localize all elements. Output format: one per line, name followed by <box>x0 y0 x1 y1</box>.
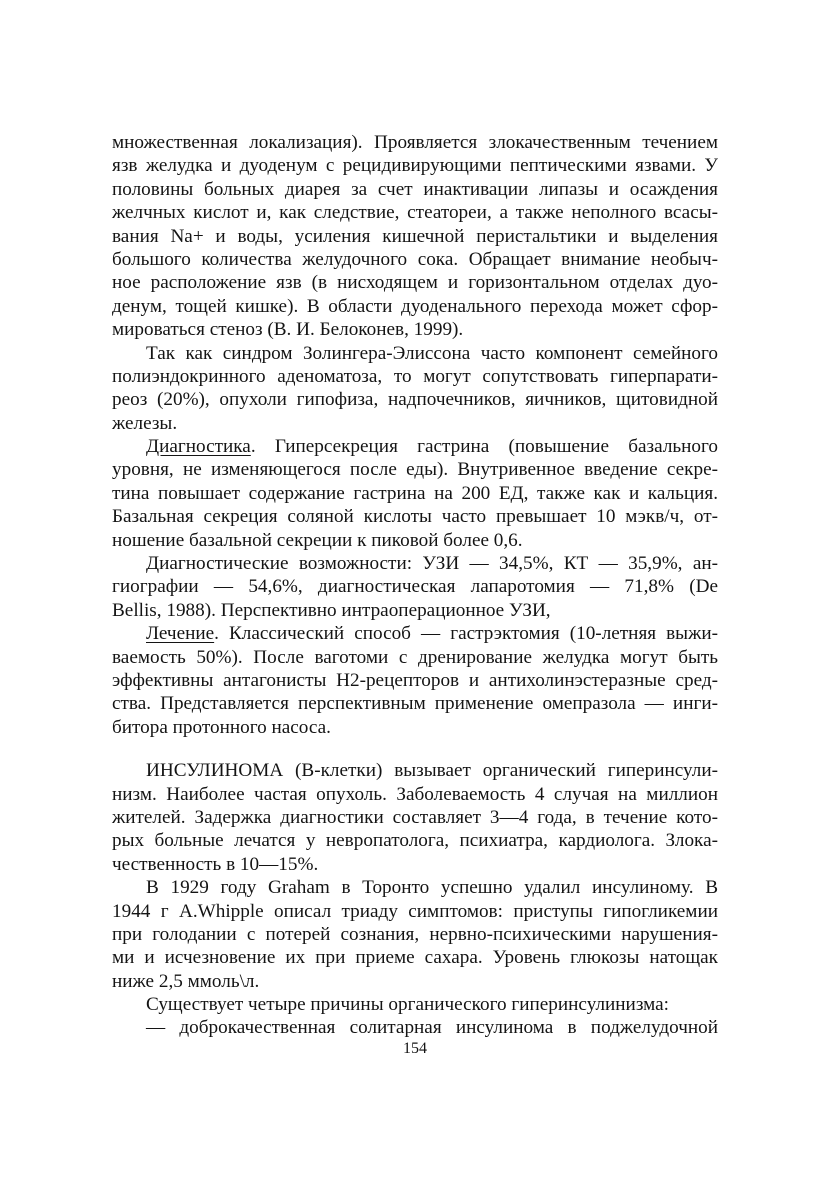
text-line: ное расположение язв (в нисходящем и горизонтальном отделах дуо- <box>112 272 718 294</box>
text-line: 1944 г A.Whipple описал триаду симптомов: приступы гипогликемии <box>112 900 718 922</box>
text-line: ства. Представляется перспективным применение омепразола — инги- <box>112 693 718 715</box>
text-line: денум, тощей кишке). В области дуоденального перехода может сфор- <box>112 295 718 317</box>
text-line: жителей. Задержка диагностики составляет 3—4 года, в течение кото- <box>112 806 718 828</box>
text-line: Диагностические возможности: УЗИ — 34,5%, КТ — 35,9%, ан- <box>146 553 718 575</box>
paragraph-men-syndrome <box>112 342 718 436</box>
text-line: Существует четыре причины органического гиперинсулинизма: <box>146 994 669 1016</box>
text-line: ИНСУЛИНОМА (В-клетки) вызывает органический гиперинсули- <box>146 760 718 782</box>
treatment-heading: Лечение <box>146 623 215 645</box>
text-line: ношение базальной секреции к пиковой более 0,6. <box>112 529 523 551</box>
text-line: ниже 2,5 ммоль\л. <box>112 970 260 992</box>
text-line: большого количества желудочного сока. Обращает внимание необыч- <box>112 248 718 270</box>
text-line: гиографии — 54,6%, диагностическая лапаротомия — 71,8% (De <box>112 576 718 598</box>
text-fragment: . Классический способ — гастрэктомия (10-летняя выжи- <box>214 623 718 645</box>
text-line: ваемость 50%). После ваготоми с дренирование желудка могут быть <box>112 646 718 668</box>
text-fragment: . Гиперсекреция гастрина (повышение базального <box>250 436 718 458</box>
paragraph-zollinger-course <box>112 131 718 342</box>
text-line <box>112 435 718 458</box>
text-line: — доброкачественная солитарная инсулинома в поджелудочной <box>146 1017 718 1039</box>
text-line: низм. Наиболее частая опухоль. Заболеваемость 4 случая на миллион <box>112 783 718 805</box>
text-line: Так как синдром Золингера-Элиссона часто компонент семейного <box>146 342 718 364</box>
text-line <box>112 622 718 645</box>
text-line: Bellis, 1988). Перспективно интраоперационное УЗИ, <box>112 599 551 621</box>
page-text <box>112 131 718 1040</box>
text-line: полиэндокринного аденоматоза, то могут сопутствовать гиперпарати- <box>112 365 718 387</box>
paragraph-causes <box>112 993 718 1016</box>
text-line: множественная локализация). Проявляется злокачественным течением <box>112 132 718 153</box>
text-line: при голодании с потерей сознания, нервно-психическими нарушения- <box>112 923 718 945</box>
page-number: 154 <box>403 1040 427 1057</box>
text-line: ми и исчезновение их при приеме сахара. Уровень глюкозы натощак <box>112 947 718 969</box>
paragraph-treatment <box>112 622 718 739</box>
text-line: Базальная секреция соляной кислоты часто превышает 10 мэкв/ч, от- <box>112 506 718 528</box>
paragraph-diagnostic-options <box>112 552 718 622</box>
text-line: половины больных диарея за счет инактивации липазы и осаждения <box>112 178 718 200</box>
text-line: рых больные лечатся у невропатолога, психиатра, кардиолога. Злока- <box>112 830 718 852</box>
paragraph-list-item <box>112 1016 718 1039</box>
diagnostics-heading: Диагностика <box>146 436 251 458</box>
text-line: битора протонного насоса. <box>112 716 331 738</box>
text-line: уровня, не изменяющегося после еды). Внутривенное введение секре- <box>112 459 718 481</box>
text-line: вания Na+ и воды, усиления кишечной перистальтики и выделения <box>112 225 718 247</box>
paragraph-diagnostics <box>112 435 718 552</box>
text-line: чественность в 10—15%. <box>112 853 319 875</box>
text-line: язв желудка и дуоденум с рецидивирующими пептическими язвами. У <box>112 155 718 177</box>
text-line: В 1929 году Graham в Торонто успешно удалил инсулиному. В <box>146 877 718 899</box>
text-line: железы. <box>112 412 178 434</box>
text-line: эффективны антагонисты Н2-рецепторов и антихолинэстеразные сред- <box>112 669 718 691</box>
section-gap <box>112 739 718 759</box>
text-line: реоз (20%), опухоли гипофиза, надпочечников, яичников, щитовидной <box>112 389 718 411</box>
paragraph-insulinoma <box>112 759 718 876</box>
paragraph-history <box>112 876 718 993</box>
text-line: тина повышает содержание гастрина на 200 ЕД, также как и кальция. <box>112 482 718 504</box>
text-line: желчных кислот и, как следствие, стеатореи, а также неполного всасы- <box>112 202 718 224</box>
text-line: мироваться стеноз (В. И. Белоконев, 1999). <box>112 319 464 341</box>
